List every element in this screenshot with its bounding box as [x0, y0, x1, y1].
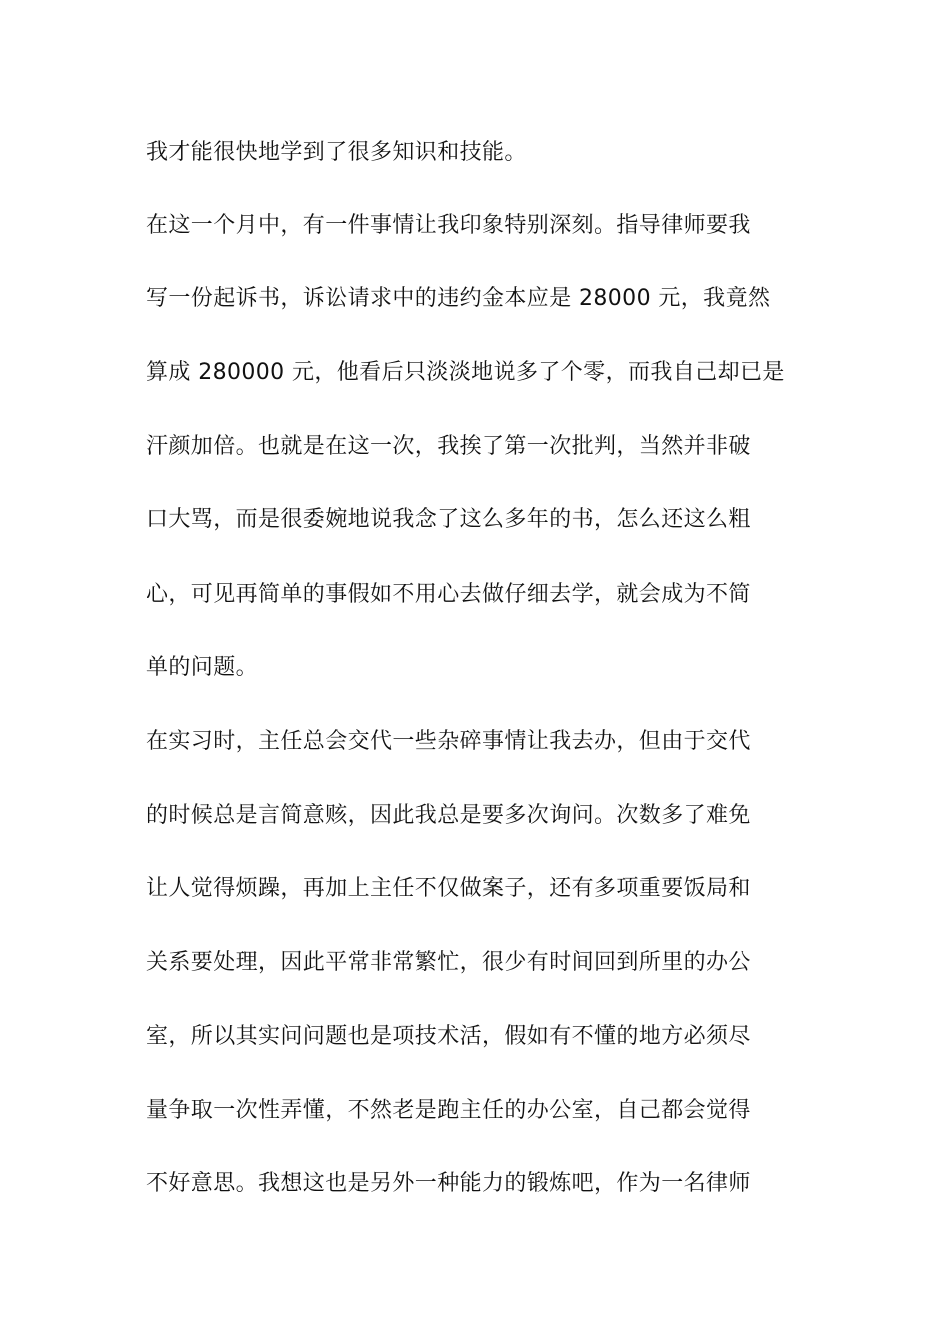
- text-line: 室，所以其实问问题也是项技术活，假如有不懂的地方必须尽: [146, 1024, 751, 1049]
- text-line: 量争取一次性弄懂，不然老是跑主任的办公室，自己都会觉得: [146, 1098, 751, 1123]
- text-line: 我才能很快地学到了很多知识和技能。: [146, 140, 527, 165]
- text-line: 的时候总是言简意赅，因此我总是要多次询问。次数多了难免: [146, 803, 751, 828]
- text-line: 在实习时，主任总会交代一些杂碎事情让我去办，但由于交代: [146, 729, 751, 754]
- text-line: 心，可见再简单的事假如不用心去做仔细去学，就会成为不简: [146, 582, 751, 607]
- text-line: 让人觉得烦躁，再加上主任不仅做案子，还有多项重要饭局和: [146, 876, 751, 901]
- text-line: 写一份起诉书，诉讼请求中的违约金本应是 28000 元，我竟然: [146, 286, 771, 311]
- text-line: 不好意思。我想这也是另外一种能力的锻炼吧，作为一名律师: [146, 1171, 751, 1196]
- text-line: 单的问题。: [146, 655, 259, 680]
- text-line: 算成 280000 元，他看后只淡淡地说多了个零，而我自己却已是: [146, 360, 785, 385]
- text-line: 口大骂，而是很委婉地说我念了这么多年的书，怎么还这么粗: [146, 507, 751, 532]
- text-line: 汗颜加倍。也就是在这一次，我挨了第一次批判，当然并非破: [146, 434, 751, 459]
- text-line: 关系要处理，因此平常非常繁忙，很少有时间回到所里的办公: [146, 950, 751, 975]
- text-line: 在这一个月中，有一件事情让我印象特别深刻。指导律师要我: [146, 213, 751, 238]
